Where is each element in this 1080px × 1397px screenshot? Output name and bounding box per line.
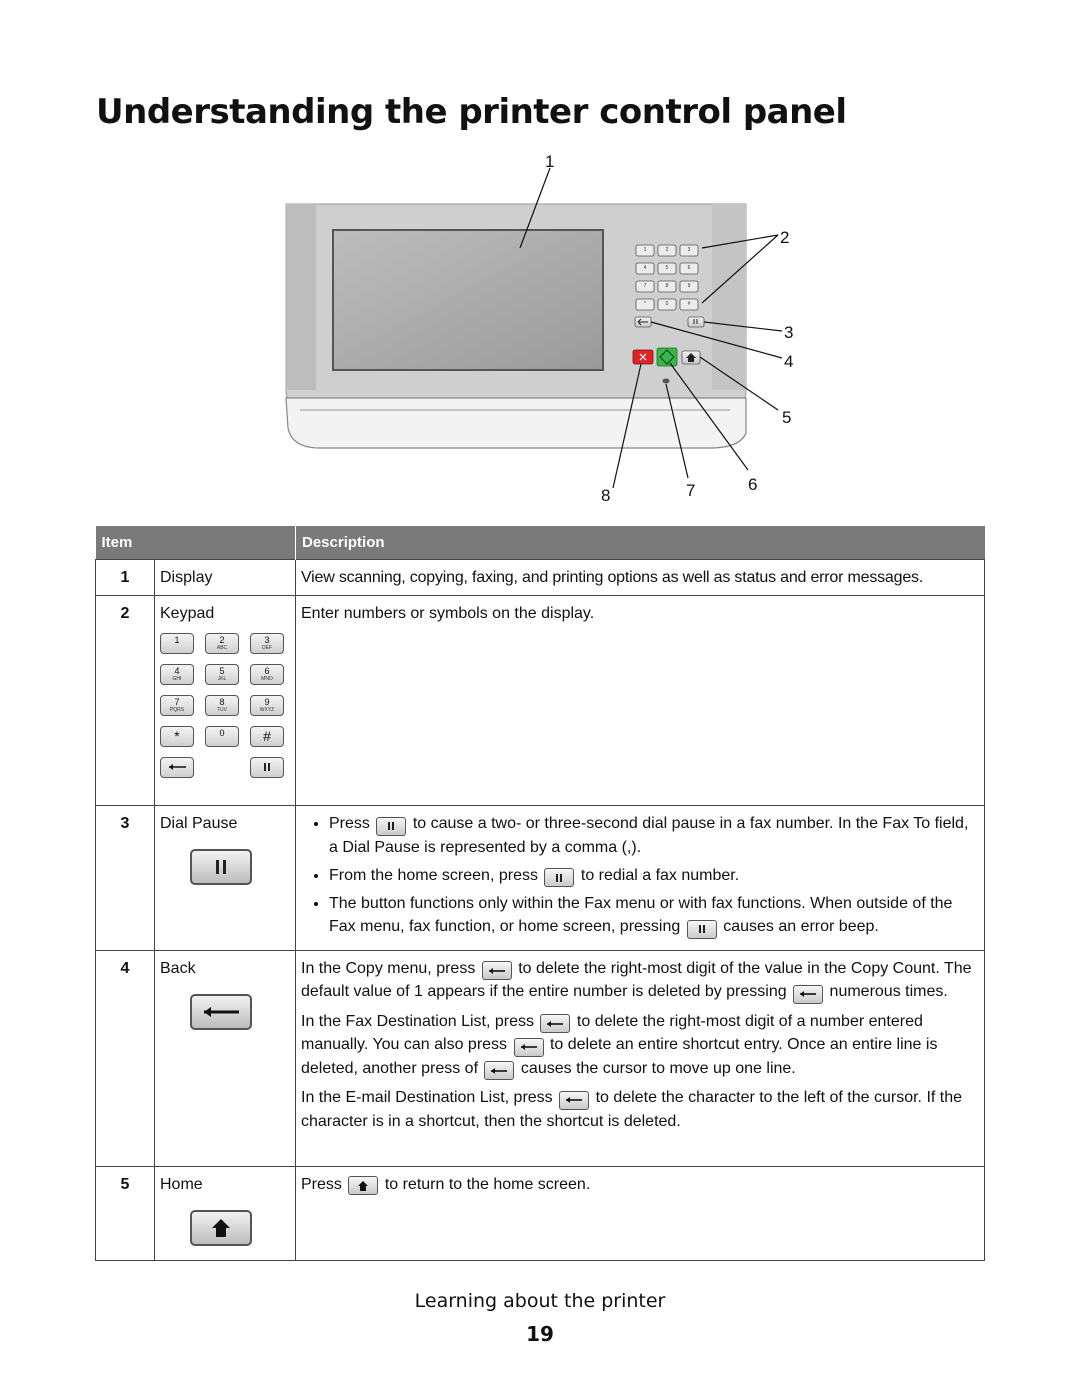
page-number: 19 xyxy=(526,1322,554,1346)
display-screen xyxy=(333,230,603,370)
item-name: Home xyxy=(160,1175,203,1193)
svg-text:7: 7 xyxy=(686,481,696,500)
item-number: 1 xyxy=(96,560,155,596)
home-key xyxy=(682,351,700,364)
table-row xyxy=(96,596,985,806)
panel-key-label: 1 xyxy=(643,247,647,253)
back-paragraph-copy: In the Copy menu, press to delete the right-most digit of the value in the Copy Count. The default value of 1 appears if the entire number is deleted by pressing numerous times. xyxy=(301,957,979,1004)
item-number: 3 xyxy=(96,806,155,951)
keypad-key: 8 TUV xyxy=(205,695,239,716)
panel-key-label: 4 xyxy=(643,265,647,271)
home-icon xyxy=(348,1176,378,1195)
item-number: 5 xyxy=(96,1166,155,1260)
item-description: Enter numbers or symbols on the display. xyxy=(296,596,985,806)
keypad-key: 7 PQRS xyxy=(160,695,194,716)
pause-icon xyxy=(214,859,228,875)
keypad-key: 4 GHI xyxy=(160,664,194,685)
footer-section-title: Learning about the printer xyxy=(414,1290,666,1312)
keypad-key: # xyxy=(250,726,284,747)
panel-key-label: # xyxy=(687,301,691,307)
back-arrow-icon xyxy=(484,1061,514,1080)
item-name: Display xyxy=(155,560,296,596)
pause-icon xyxy=(687,920,717,939)
item-number: 2 xyxy=(96,596,155,806)
keypad-key: 9 WXYZ xyxy=(250,695,284,716)
table-row: 5 Home Press to return to the home screen. xyxy=(96,1166,985,1260)
pause-key xyxy=(250,757,284,778)
table-row xyxy=(96,806,985,951)
panel-key-label: 9 xyxy=(687,283,691,289)
panel-key-label: 0 xyxy=(665,301,669,307)
panel-key-label: 2 xyxy=(665,247,669,253)
panel-key-label: 8 xyxy=(665,283,669,289)
back-arrow-icon xyxy=(793,985,823,1004)
home-icon xyxy=(210,1217,232,1239)
panel-key-label: 5 xyxy=(665,265,669,271)
back-arrow-icon xyxy=(166,760,188,774)
list-item: • The button functions only within the Fax menu or with fax functions. When outside of the Fax menu, fax function, or home screen, pressing causes an error beep. xyxy=(329,892,979,939)
svg-text:5: 5 xyxy=(782,408,792,427)
item-name: Keypad xyxy=(160,605,215,622)
back-arrow-icon xyxy=(201,1005,241,1019)
page-title: Understanding the printer control panel xyxy=(96,92,847,132)
pause-icon xyxy=(544,868,574,887)
svg-text:6: 6 xyxy=(748,475,758,494)
back-arrow-icon xyxy=(482,961,512,980)
table-header-row xyxy=(96,526,985,560)
pause-icon xyxy=(261,760,273,774)
home-button-illustration xyxy=(190,1210,252,1246)
pause-key xyxy=(688,317,704,327)
list-item: • From the home screen, press to redial a fax number. xyxy=(329,864,979,888)
item-description: View scanning, copying, faxing, and printing options as well as status and error messages. xyxy=(296,560,985,596)
back-paragraph-fax: In the Fax Destination List, press to delete the right-most digit of a number entered manually. You can also press to delete an entire shortcut entry. Once an entire line is deleted, another press of causes the cursor to move up one line. xyxy=(301,1010,979,1081)
back-paragraph-email: In the E-mail Destination List, press to delete the character to the left of the cursor. If the character is in a shortcut, then the shortcut is deleted. xyxy=(301,1089,963,1130)
keypad-key: 1 xyxy=(160,633,194,654)
control-panel-table xyxy=(95,526,985,1261)
description-column-header: Description xyxy=(296,526,985,560)
keypad-key: * xyxy=(160,726,194,747)
list-item: • Press to cause a two- or three-second dial pause in a fax number. In the Fax To field, a Dial Pause is represented by a comma (,). xyxy=(329,812,979,859)
back-button-illustration xyxy=(190,994,252,1030)
panel-key-label: 6 xyxy=(687,265,691,271)
panel-key-label: 3 xyxy=(687,247,691,253)
dial-pause-button-illustration xyxy=(190,849,252,885)
pause-icon xyxy=(376,817,406,836)
keypad-key: 2 ABC xyxy=(205,633,239,654)
table-row xyxy=(96,560,985,596)
item-name: Dial Pause xyxy=(160,815,238,832)
keypad-illustration xyxy=(160,633,290,778)
indicator-light xyxy=(663,379,670,384)
svg-text:8: 8 xyxy=(601,486,611,505)
control-panel-diagram xyxy=(270,148,794,518)
table-row xyxy=(96,950,985,1166)
keypad-key: 6 MNO xyxy=(250,664,284,685)
svg-text:3: 3 xyxy=(784,323,794,342)
svg-text:4: 4 xyxy=(784,352,794,371)
back-arrow-icon xyxy=(559,1091,589,1110)
panel-key-label: * xyxy=(644,301,646,307)
keypad-key: 5 JKL xyxy=(205,664,239,685)
back-key xyxy=(160,757,194,778)
item-number: 4 xyxy=(96,950,155,1166)
start-button xyxy=(657,348,677,366)
svg-text:1: 1 xyxy=(545,152,555,171)
item-column-header: Item xyxy=(96,526,296,560)
keypad-key: 3 DEF xyxy=(250,633,284,654)
item-name: Back xyxy=(160,959,196,977)
stop-button xyxy=(633,350,653,364)
svg-text:2: 2 xyxy=(780,228,790,247)
back-arrow-icon xyxy=(540,1014,570,1033)
panel-key-label: 7 xyxy=(643,283,647,289)
back-arrow-icon xyxy=(514,1038,544,1057)
keypad-key: 0 xyxy=(205,726,239,747)
dial-pause-bullets xyxy=(301,812,979,939)
